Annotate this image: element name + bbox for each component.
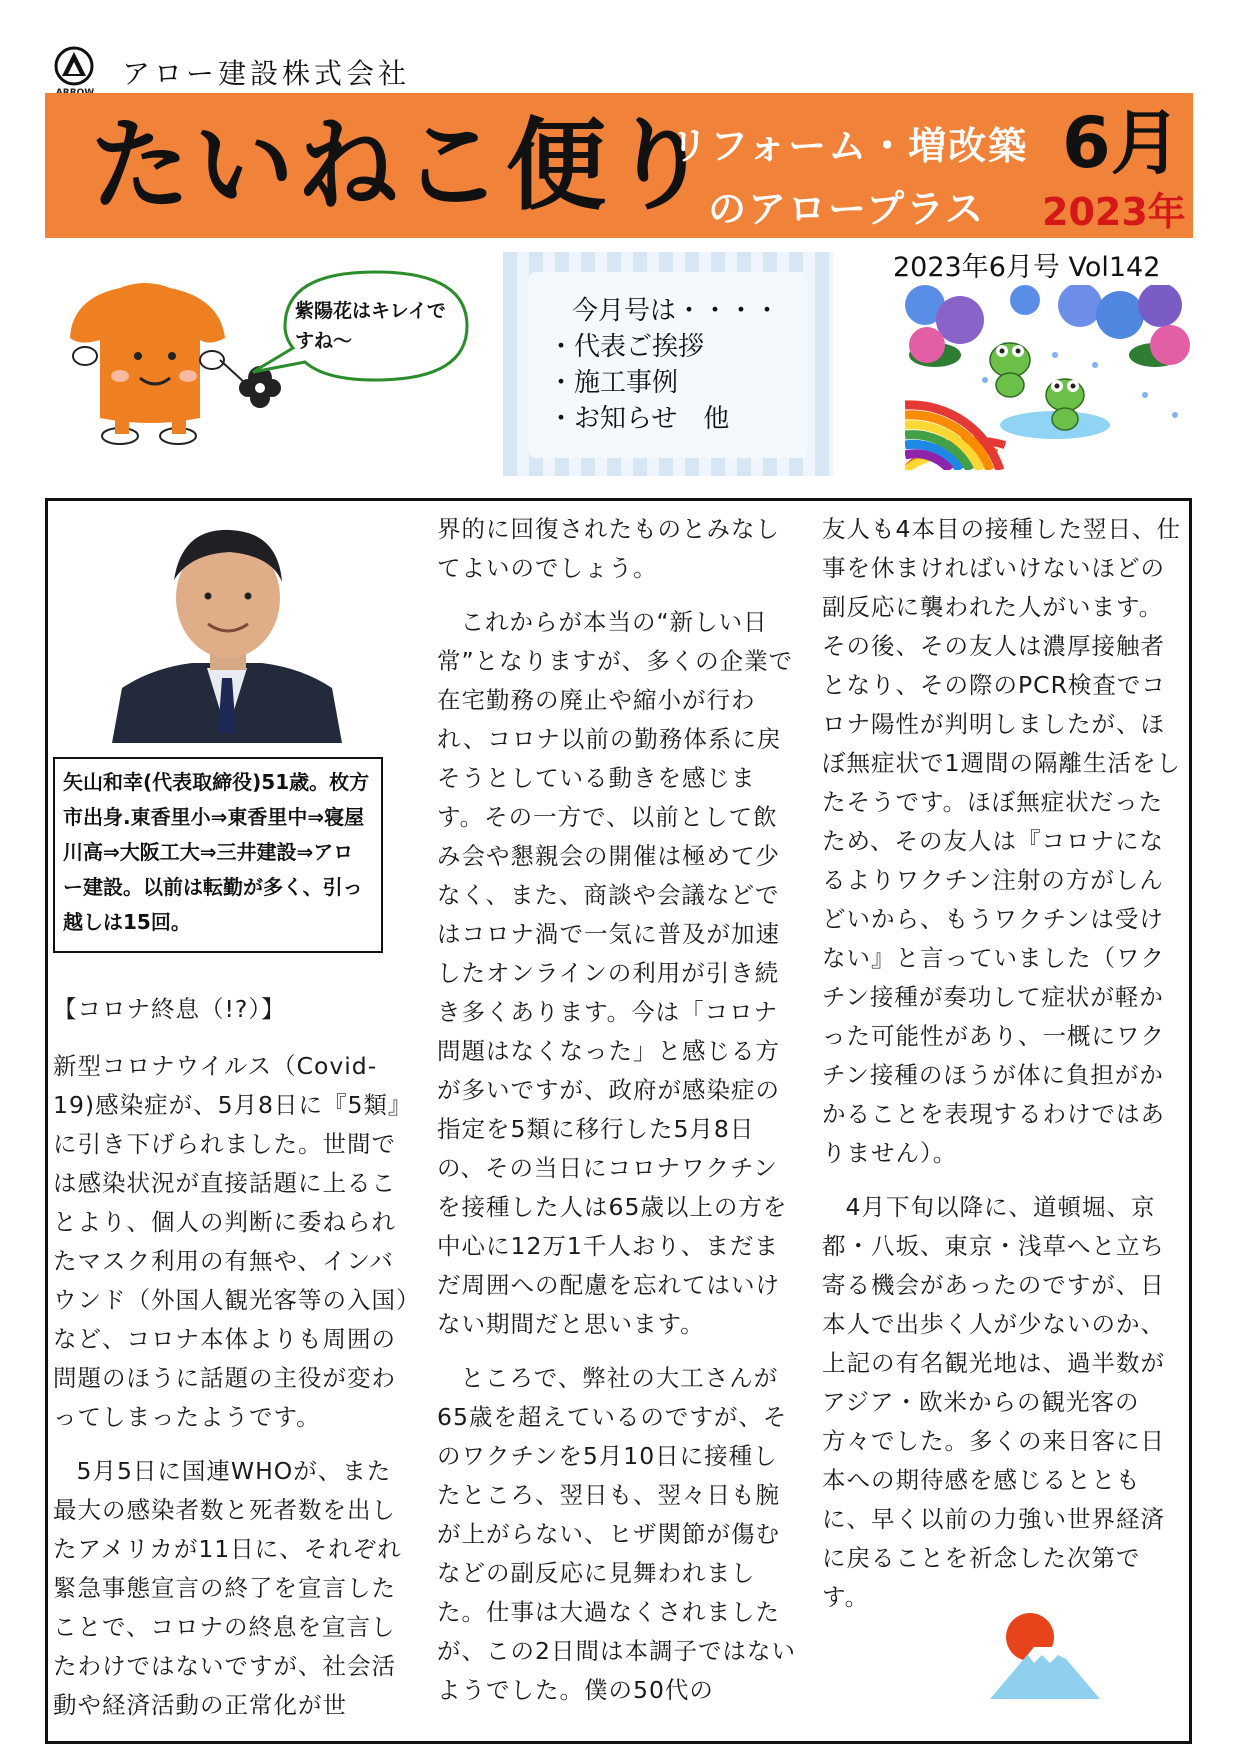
article-paragraph-continued: 界的に回復されたものとみなしてよいのでしょう。	[437, 515, 780, 582]
article-paragraph: ところで、弊社の大工さんが65歳を超えているのですが、そのワクチンを5月10日に接種したところ、翌日も、翌々日も腕が上がらない、ヒザ関節が傷むなどの副反応に見舞われました。仕事は大過なくされましたが、この2日間は本調子ではないようでした。僕の50代の	[437, 1364, 796, 1704]
subtitle-line2: のアロープラス	[708, 187, 985, 231]
president-photo	[112, 518, 342, 743]
contents-title: 今月号は・・・・	[572, 296, 781, 326]
article-column-2	[437, 510, 799, 1710]
mount-fuji-sun-icon	[990, 1607, 1100, 1699]
company-name: アロー建設株式会社	[122, 57, 411, 90]
article-column-3	[822, 510, 1184, 1617]
article-paragraph: これからが本当の“新しい日常”となりますが、多くの企業で在宅勤務の廃止や縮小が行われ、コロナ以前の勤務体系に戻そうとしている動きを感じます。その一方で、以前として飲み会や懇親会の開催は極めて少なく、また、商談や会議などではコロナ渦で一気に普及が加速したオンラインの利用が引き続き多くあります。今は「コロナ問題はなくなった」と感じる方が多いですが、政府が感染症の指定を5類に移行した5月8日の、その当日にコロナワクチンを接種した人は65歳以上の方を中心に12万1千人おり、まだまだ周囲への配慮を忘れてはいけない期間だと思います。	[437, 608, 794, 1338]
arrow-logo-icon	[52, 46, 96, 90]
contents-item: ・代表ご挨拶	[548, 332, 705, 362]
contents-item: ・お知らせ 他	[548, 404, 730, 434]
newsletter-title: たいねこ便り	[90, 106, 714, 224]
issue-month: 6月	[1062, 102, 1181, 184]
issue-volume: 2023年6月号 Vol142	[893, 252, 1161, 283]
issue-year: 2023年	[1042, 190, 1186, 234]
hydrangea-frog-rainbow-illustration	[905, 285, 1195, 470]
contents-item: ・施工事例	[548, 368, 679, 398]
article-paragraph-continued: 友人も4本目の接種した翌日、仕事を休まければいけないほどの副反応に襲われた人がいます。その後、その友人は濃厚接触者となり、その際のPCR検査でコロナ陽性が判明しましたが、ほぼ無症状で1週間の隔離生活をしたそうです。ほぼ無症状だったため、その友人は『コロナになるよりワクチン注射の方がしんどいから、もうワクチンは受けない』と言っていました（ワクチン接種が奏功して症状が軽かった可能性があり、一概にワクチン接種のほうが体に負担がかかることを表現するわけではありません）。	[822, 515, 1181, 1167]
article-column-1	[53, 990, 415, 1725]
subtitle-line1: リフォーム・増改築	[670, 124, 1029, 168]
article-paragraph: 5月5日に国連WHOが、また最大の感染者数と死者数を出したアメリカが11日に、それぞれ緊急事態宣言の終了を宣言したことで、コロナの終息を宣言したわけではないですが、社会活動や経済活動の正常化が世	[53, 1457, 402, 1719]
article-paragraph: 新型コロナウイルス（Covid-19)感染症が、5月8日に『5類』に引き下げられました。世間では感染状況が直接話題に上ることより、個人の判断に委ねられたマスク利用の有無や、インバウンド（外国人観光客等の入国）など、コロナ本体よりも周囲の問題のほうに話題の主役が変わってしまったようです。	[53, 1052, 413, 1431]
mascot-speech-text: 紫陽花はキレイですね～	[295, 300, 446, 352]
article-paragraph: 4月下旬以降に、道頓堀、京都・八坂、東京・浅草へと立ち寄る機会があったのですが、日本人で出歩く人が少ないのか、上記の有名観光地は、過半数がアジア・欧米からの観光客の方々でした。多くの来日客に日本への期待感を感じるとともに、早く以前の力強い世界経済に戻ることを祈念した次第です。	[822, 1193, 1165, 1611]
article-heading: 【コロナ終息（!?）】	[53, 995, 286, 1023]
president-profile: 矢山和幸(代表取締役)51歳。枚方市出身.東香里小⇒東香里中⇒寝屋川高⇒大阪工大⇒三井建設⇒アロー建設。以前は転勤が多く、引っ越しは15回。	[53, 757, 383, 953]
